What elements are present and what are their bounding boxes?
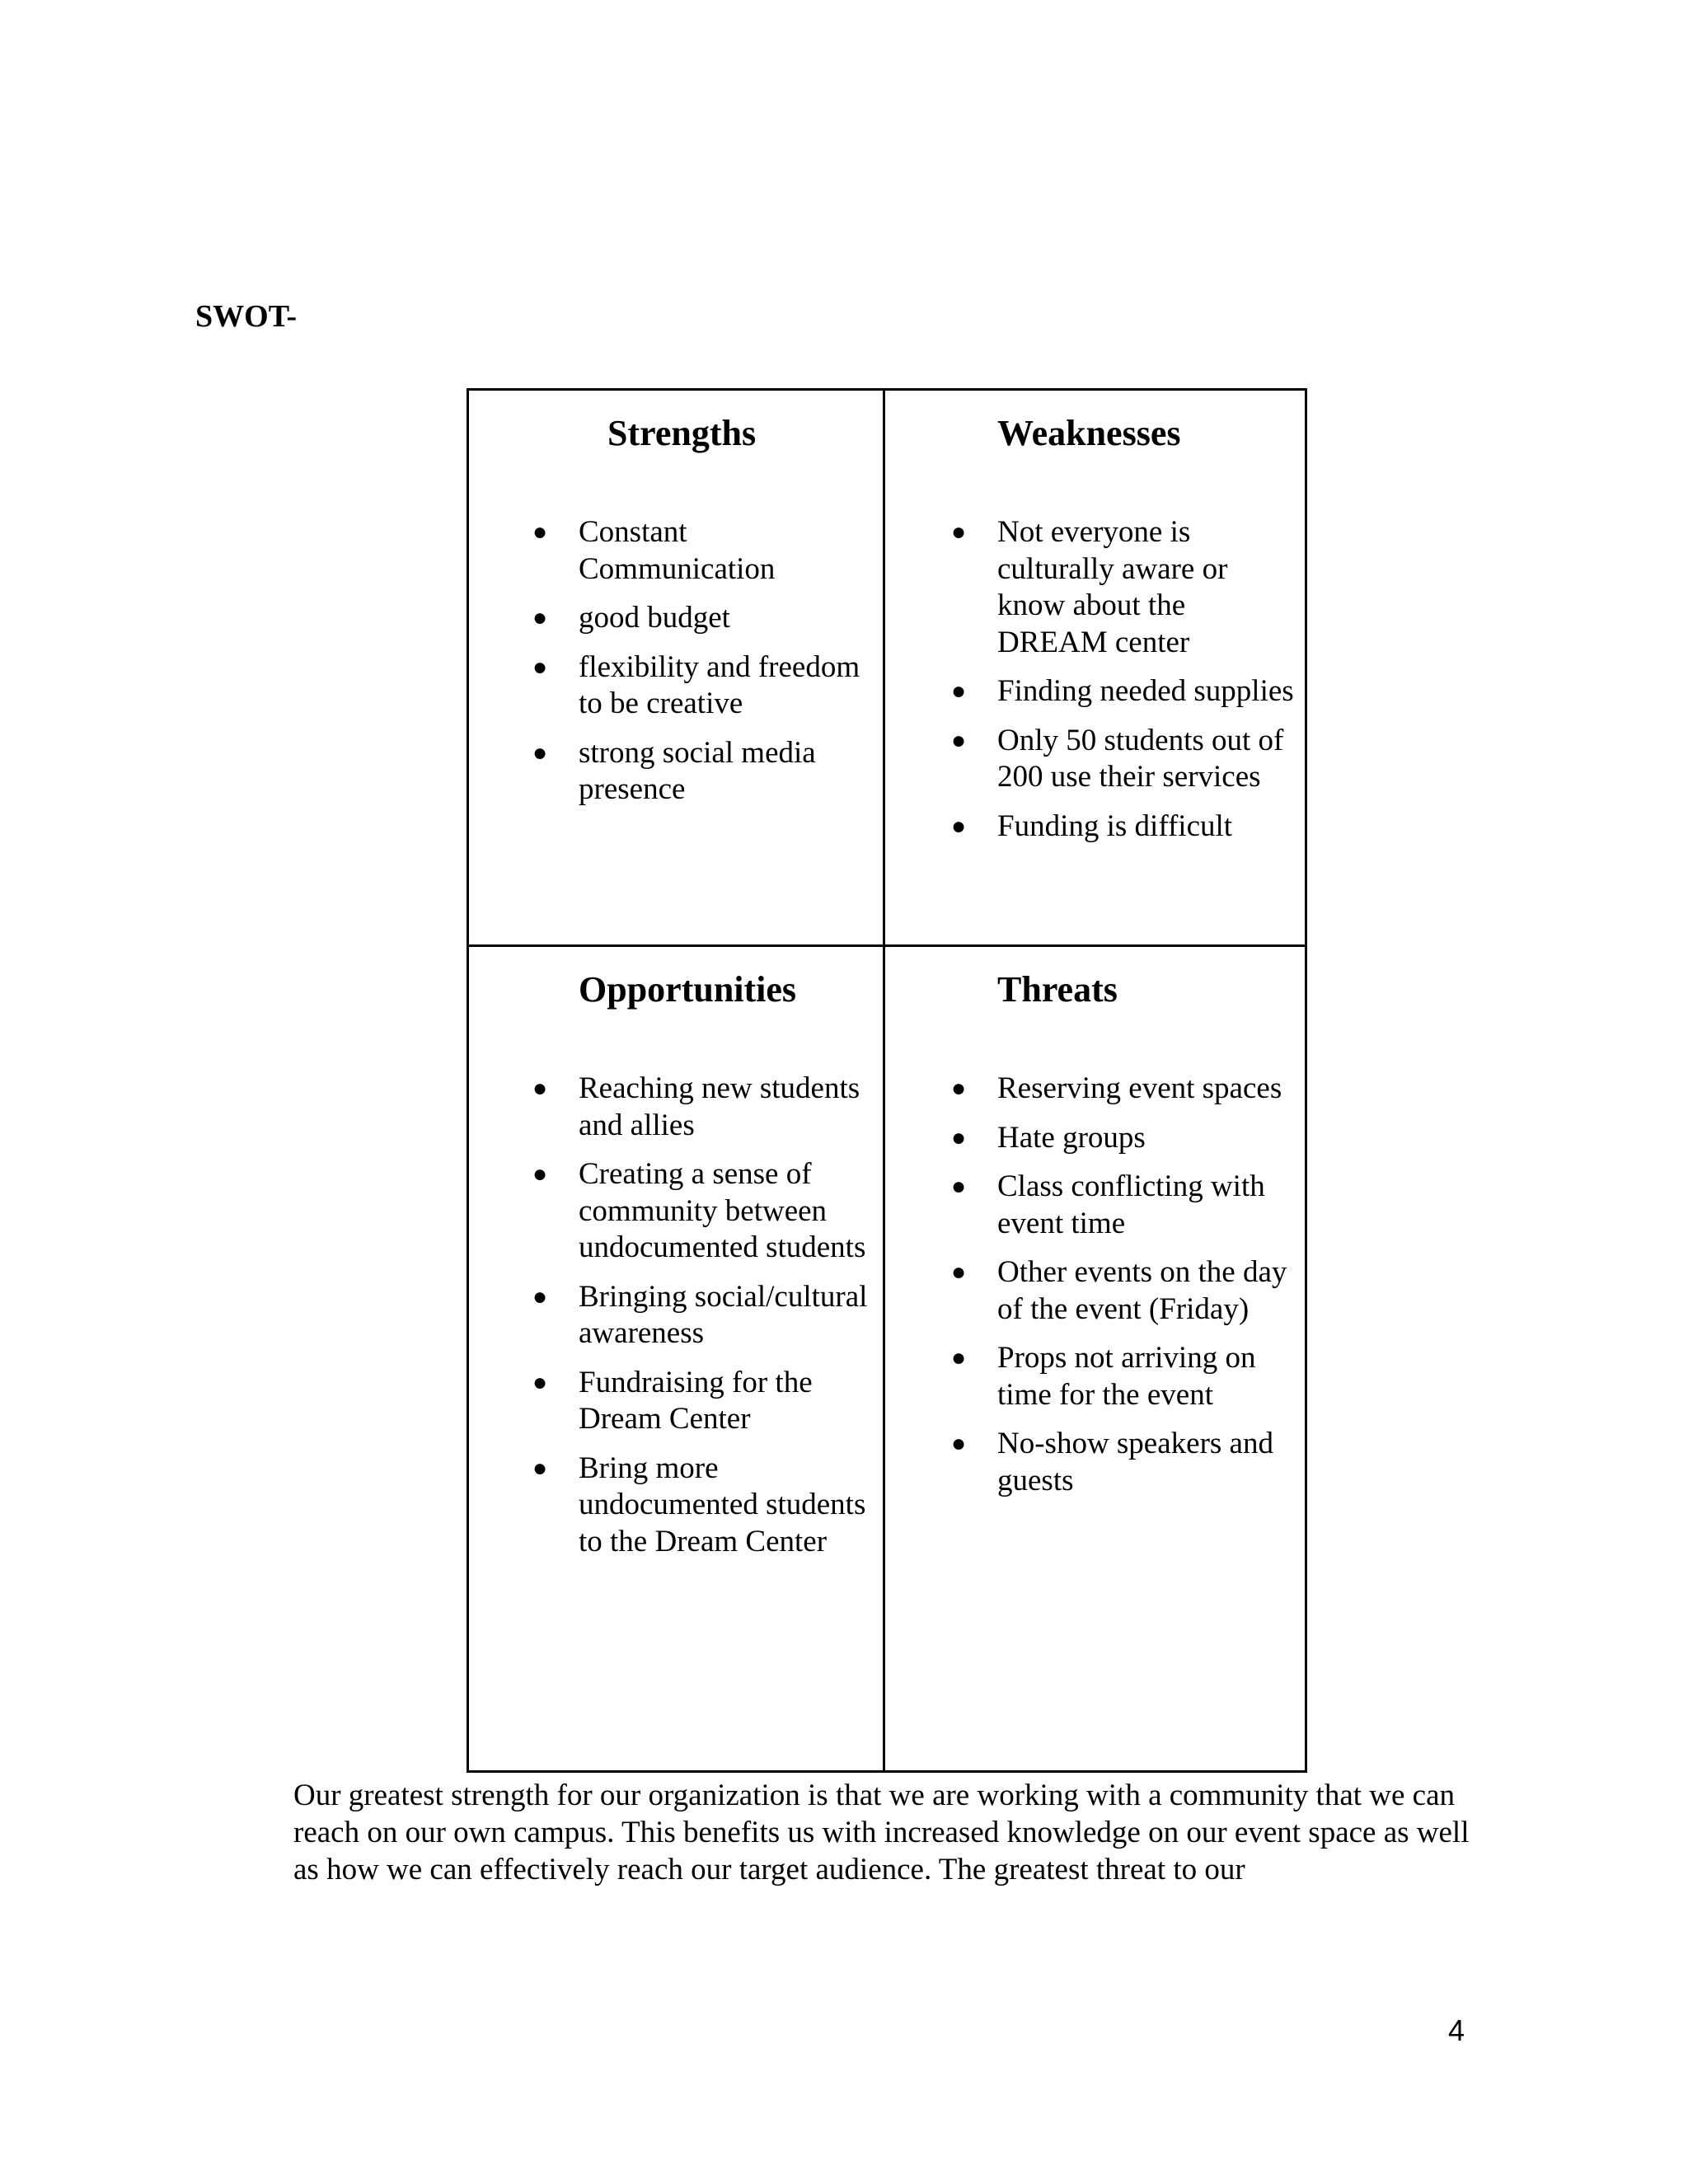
bullet-icon: ● bbox=[951, 1258, 967, 1286]
strengths-item-text: strong social media presence bbox=[579, 735, 816, 806]
bullet-icon: ● bbox=[532, 604, 548, 631]
strengths-item bbox=[532, 600, 875, 637]
threats-title: Threats bbox=[997, 969, 1118, 1010]
bullet-icon: ● bbox=[951, 726, 967, 754]
strengths-item bbox=[532, 649, 875, 723]
bullet-icon: ● bbox=[951, 1123, 967, 1151]
opportunities-item-text: Reaching new students and allies bbox=[579, 1071, 860, 1142]
opportunities-item-text: Bringing social/cultural awareness bbox=[579, 1279, 868, 1350]
opportunities-item bbox=[532, 1365, 875, 1438]
weaknesses-item bbox=[951, 808, 1302, 846]
threats-list bbox=[951, 1071, 1302, 1511]
bullet-icon: ● bbox=[532, 738, 548, 766]
threats-item-text: Class conflicting with event time bbox=[997, 1169, 1265, 1240]
weaknesses-item-text: Finding needed supplies bbox=[997, 674, 1294, 708]
bullet-icon: ● bbox=[951, 1344, 967, 1371]
threats-item bbox=[951, 1340, 1302, 1413]
bullet-icon: ● bbox=[951, 1430, 967, 1457]
threats-item bbox=[951, 1071, 1302, 1108]
strengths-list bbox=[532, 514, 875, 821]
bullet-icon: ● bbox=[532, 518, 548, 546]
strengths-item-text: good budget bbox=[579, 601, 730, 635]
weaknesses-title: Weaknesses bbox=[997, 413, 1181, 453]
weaknesses-item-text: Only 50 students out of 200 use their services bbox=[997, 723, 1284, 794]
strengths-item bbox=[532, 735, 875, 808]
bullet-icon: ● bbox=[951, 1075, 967, 1102]
bullet-icon: ● bbox=[532, 1075, 548, 1102]
weaknesses-item-text: Funding is difficult bbox=[997, 808, 1233, 843]
threats-item-text: Props not arriving on time for the event bbox=[997, 1341, 1256, 1412]
opportunities-item-text: Bring more undocumented students to the Dream Center bbox=[579, 1451, 866, 1558]
swot-table bbox=[467, 388, 1307, 1773]
opportunities-item bbox=[532, 1279, 875, 1352]
bullet-icon: ● bbox=[951, 677, 967, 705]
strengths-cell bbox=[469, 391, 885, 947]
threats-item bbox=[951, 1426, 1302, 1499]
weaknesses-item-text: Not everyone is culturally aware or know about the DREAM center bbox=[997, 515, 1228, 659]
weaknesses-item bbox=[951, 514, 1302, 661]
strengths-item bbox=[532, 514, 875, 588]
page-number: 4 bbox=[1448, 2013, 1465, 2047]
bullet-icon: ● bbox=[951, 1173, 967, 1200]
bullet-icon: ● bbox=[532, 653, 548, 681]
threats-item-text: Reserving event spaces bbox=[997, 1071, 1282, 1105]
opportunities-item-text: Fundraising for the Dream Center bbox=[579, 1365, 813, 1436]
opportunities-item-text: Creating a sense of community between undocumented students bbox=[579, 1157, 866, 1264]
bullet-icon: ● bbox=[532, 1160, 548, 1188]
opportunities-item bbox=[532, 1156, 875, 1267]
threats-cell bbox=[885, 947, 1305, 1770]
threats-item-text: Other events on the day of the event (Friday) bbox=[997, 1255, 1287, 1326]
bullet-icon: ● bbox=[532, 1368, 548, 1396]
threats-item bbox=[951, 1254, 1302, 1328]
opportunities-list bbox=[532, 1071, 875, 1572]
opportunities-item bbox=[532, 1071, 875, 1144]
opportunities-title: Opportunities bbox=[579, 969, 797, 1010]
body-paragraph: Our greatest strength for our organization is that we are working with a community that we can reach on our own campus. This benefits us with increased knowledge on our event space as well as how we can effectively reach our target audience. The greatest threat to our bbox=[293, 1779, 1470, 1886]
threats-item bbox=[951, 1120, 1302, 1157]
threats-item-text: Hate groups bbox=[997, 1120, 1146, 1155]
threats-item bbox=[951, 1169, 1302, 1242]
section-heading: SWOT- bbox=[195, 299, 298, 334]
strengths-title: Strengths bbox=[607, 413, 757, 453]
weaknesses-cell bbox=[885, 391, 1305, 947]
bullet-icon: ● bbox=[532, 1454, 548, 1482]
bullet-icon: ● bbox=[951, 812, 967, 840]
opportunities-cell bbox=[469, 947, 885, 1770]
strengths-item-text: Constant Communication bbox=[579, 515, 776, 586]
weaknesses-item bbox=[951, 723, 1302, 796]
weaknesses-item bbox=[951, 673, 1302, 710]
weaknesses-list bbox=[951, 514, 1302, 857]
opportunities-item bbox=[532, 1451, 875, 1561]
strengths-item-text: flexibility and freedom to be creative bbox=[579, 649, 860, 720]
bullet-icon: ● bbox=[532, 1282, 548, 1310]
threats-item-text: No-show speakers and guests bbox=[997, 1427, 1273, 1497]
bullet-icon: ● bbox=[951, 518, 967, 546]
